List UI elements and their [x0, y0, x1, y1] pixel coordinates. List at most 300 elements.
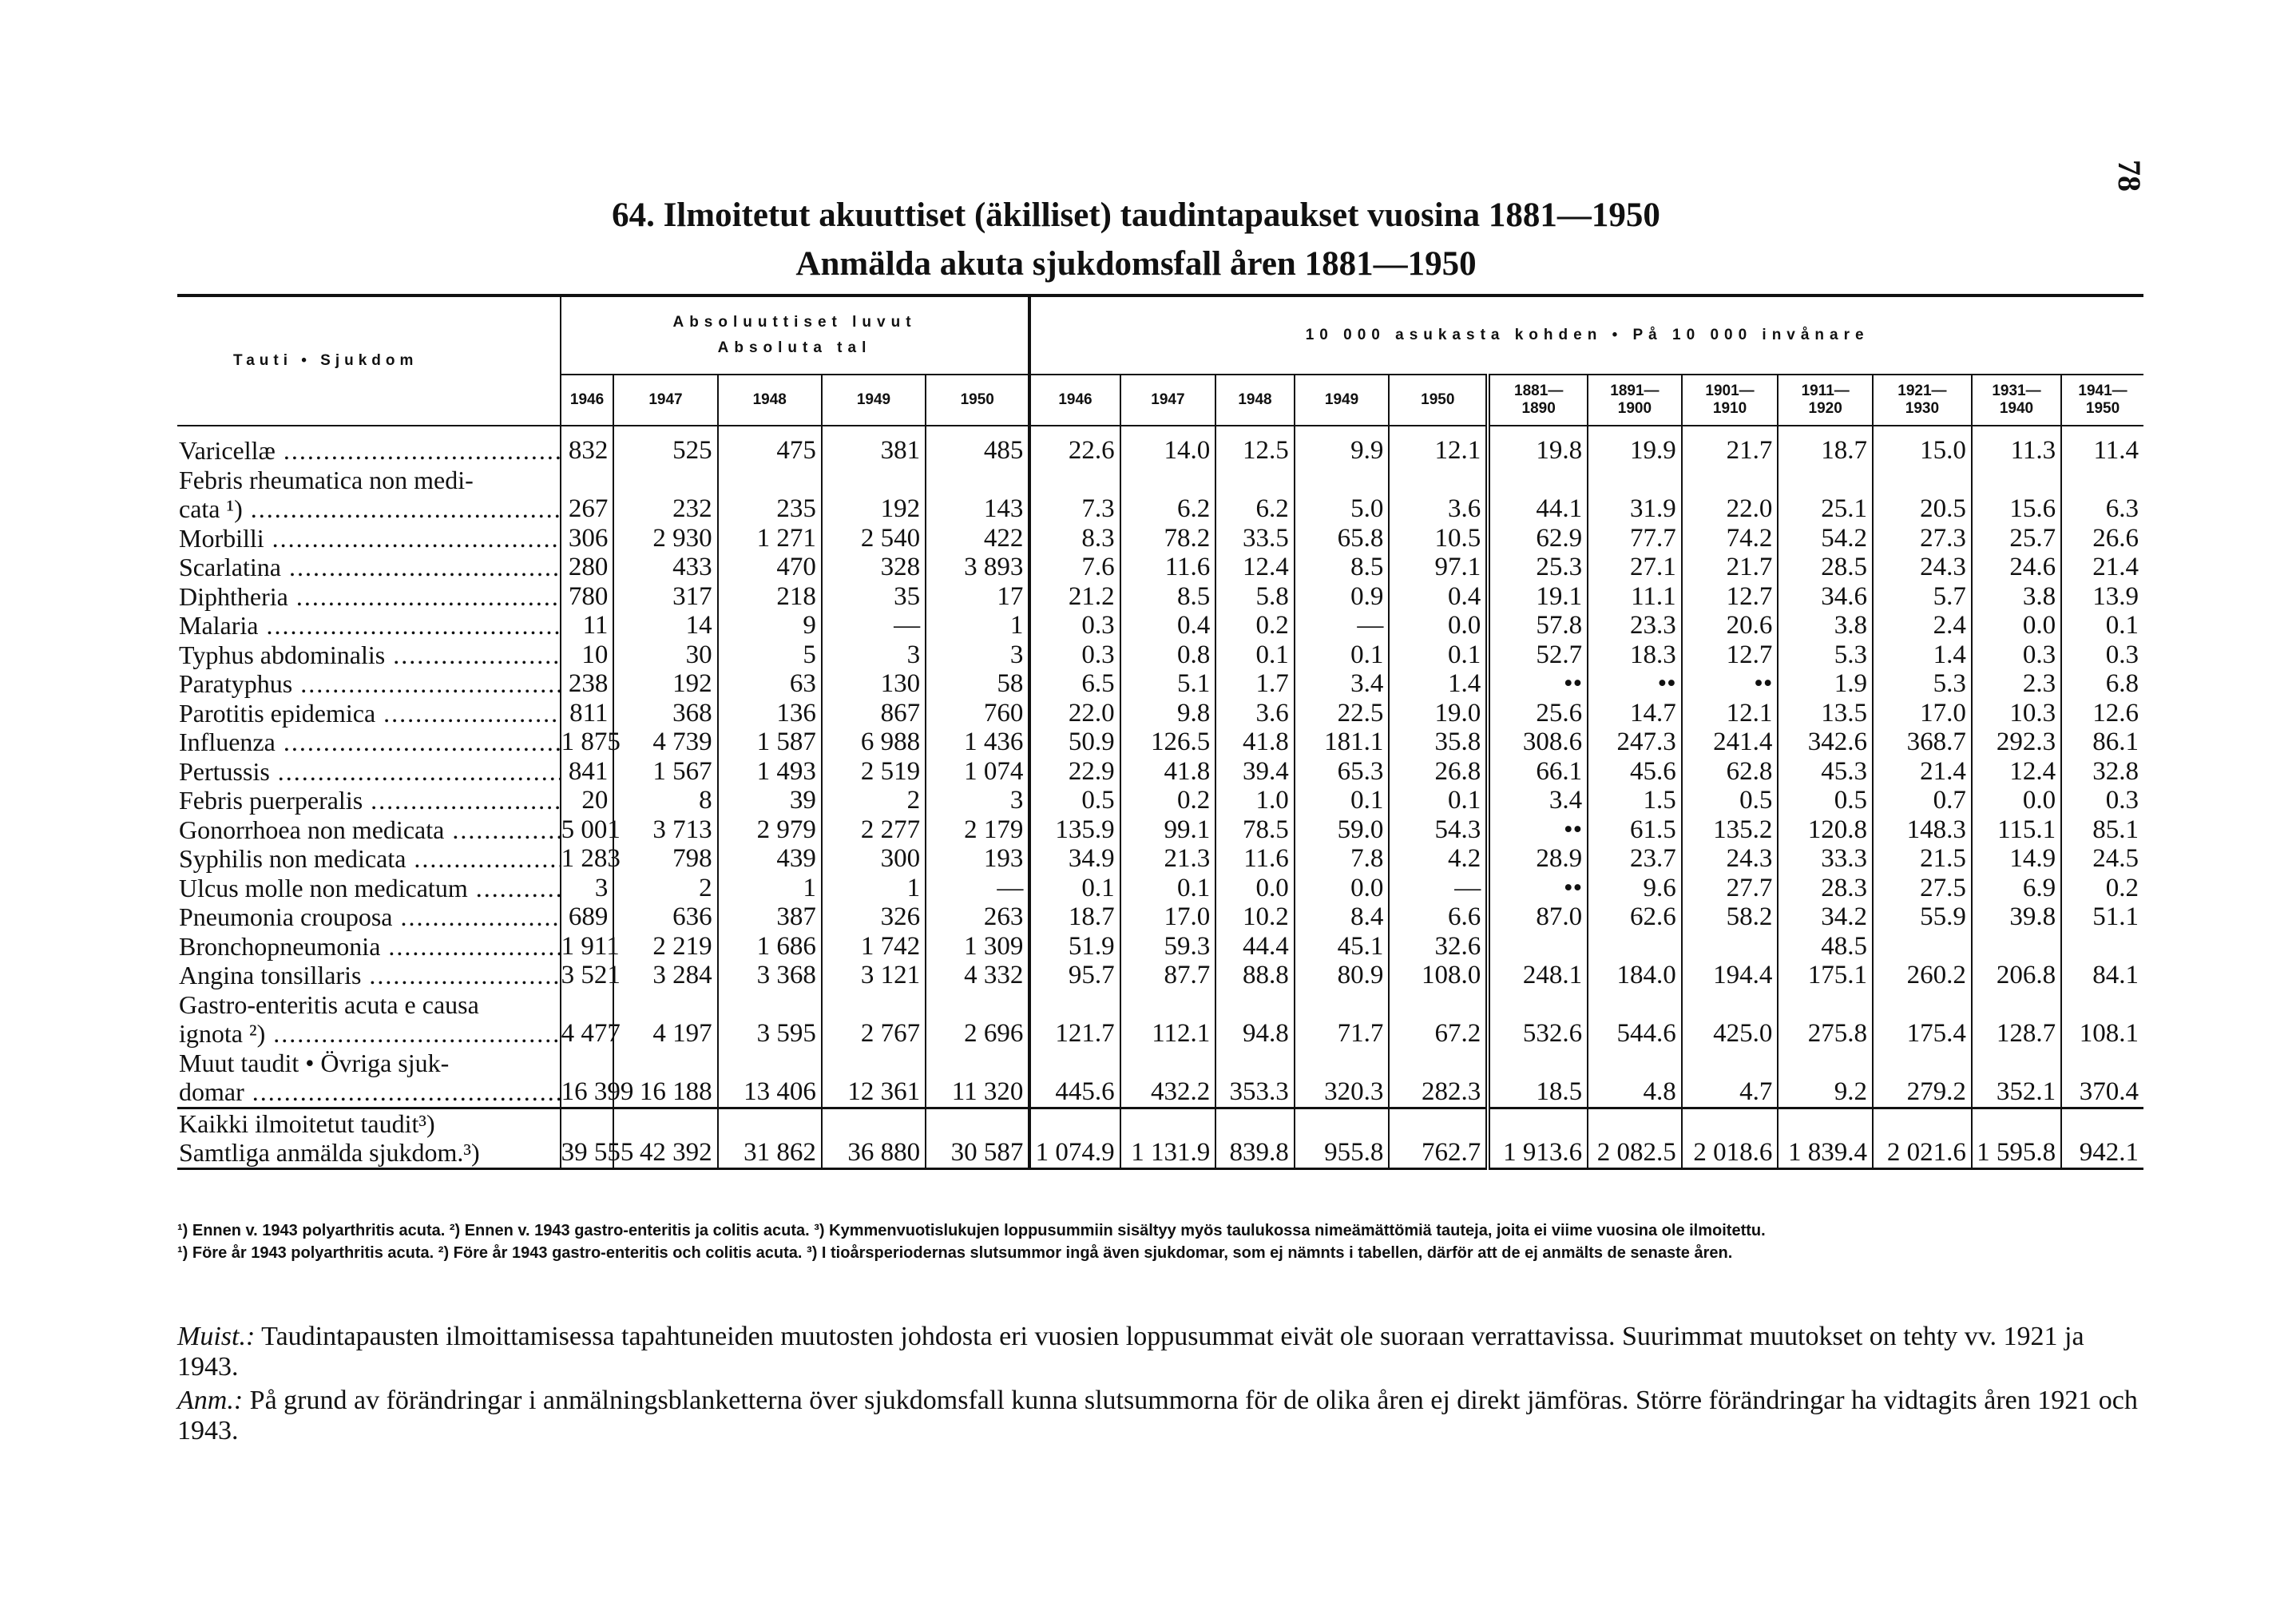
rate-value-cell: 0.4 [1120, 611, 1216, 640]
table-title [0, 196, 2296, 284]
rate-value-cell: 45.1 [1295, 932, 1390, 962]
decade-value-cell: 15.6 [1972, 466, 2061, 524]
decade-value-cell: 20.5 [1873, 466, 1972, 524]
decade-value-cell: 85.1 [2061, 815, 2143, 845]
remark-swedish-text: På grund av förändringar i anmälningsblanketterna över sjukdomsfall kunna slutsummorna för de olika åren ej direkt jämföras. Större förändringar ha vidtagits åren 1921 och 1943. [177, 1386, 2138, 1445]
absolute-value-cell: 3 284 [613, 961, 717, 990]
absolute-value-cell: 267 [561, 466, 614, 524]
table-body [177, 426, 2143, 1168]
rate-value-cell: 181.1 [1295, 728, 1390, 757]
disease-label-text: Morbilli [179, 523, 264, 553]
table-row [177, 611, 2143, 640]
table-row [177, 902, 2143, 932]
absolute-value-cell: 13 406 [718, 1049, 822, 1108]
decade-value-cell: 62.8 [1682, 757, 1779, 787]
absolute-value-cell: 2 767 [822, 990, 926, 1049]
absolute-value-cell: 811 [561, 699, 614, 728]
absolute-value-cell: 35 [822, 582, 926, 612]
rate-year-header: 1948 [1215, 375, 1294, 426]
decade-header: 1921— 1930 [1873, 375, 1972, 426]
rate-value-cell: 353.3 [1215, 1049, 1294, 1108]
table-row [177, 582, 2143, 612]
decade-value-cell: 21.4 [1873, 757, 1972, 787]
decade-value-cell: 9.2 [1778, 1049, 1873, 1108]
decade-value-cell: 51.1 [2061, 902, 2143, 932]
decade-value-cell: 17.0 [1873, 699, 1972, 728]
rate-value-cell: 18.7 [1029, 902, 1120, 932]
absolute-value-cell: 4 477 [561, 990, 614, 1049]
disease-label-line [179, 786, 560, 815]
rate-value-cell: 3.4 [1295, 669, 1390, 699]
decade-value-cell: 425.0 [1682, 990, 1779, 1049]
absolute-value-cell: 3 368 [718, 961, 822, 990]
absolute-value-cell: 3 521 [561, 961, 621, 989]
absolute-value-cell: 387 [718, 902, 822, 932]
table-row [177, 669, 2143, 699]
decade-value-cell: 66.1 [1488, 757, 1588, 787]
title-finnish: 64. Ilmoitetut akuuttiset (äkilliset) taudintapaukset vuosina 1881—1950 [612, 196, 1660, 234]
disease-label [177, 844, 561, 874]
disease-label-text: Muut taudit • Övriga sjuk- [179, 1048, 450, 1077]
absolute-group-header [561, 295, 1030, 375]
table-row [177, 640, 2143, 670]
rate-value-cell: 95.7 [1029, 961, 1120, 990]
decade-value-cell [1873, 932, 1972, 962]
rate-value-cell: 22.6 [1029, 436, 1120, 466]
absolute-value-cell: 1 686 [718, 932, 822, 962]
decade-value-cell: 57.8 [1488, 611, 1588, 640]
decade-value-cell: 6.3 [2061, 466, 2143, 524]
absolute-value-cell: 192 [613, 669, 717, 699]
rate-value-cell: 7.8 [1295, 844, 1390, 874]
disease-label-text: Pneumonia crouposa [179, 902, 393, 931]
decade-value-cell: 279.2 [1873, 1049, 1972, 1108]
rate-year-header: 1950 [1389, 375, 1488, 426]
disease-label-text: domar [179, 1077, 244, 1106]
rate-value-cell: 7.6 [1029, 553, 1120, 582]
rate-value-cell: 12.5 [1215, 436, 1294, 466]
absolute-value-cell: 3 893 [926, 553, 1029, 582]
disease-label [177, 815, 561, 845]
disease-label-line [179, 699, 560, 728]
decade-value-cell: 23.7 [1588, 844, 1682, 874]
decade-value-cell: 23.3 [1588, 611, 1682, 640]
absolute-group-header-sv: Absoluta tal [717, 339, 872, 356]
decade-value-cell: •• [1488, 669, 1588, 699]
absolute-value-cell: 30 [613, 640, 717, 670]
absolute-value-cell: 300 [822, 844, 926, 874]
decade-value-cell: 45.6 [1588, 757, 1682, 787]
absolute-value-cell: 832 [561, 436, 614, 466]
absolute-value-cell: 1 283 [561, 844, 621, 873]
absolute-value-cell: 780 [561, 582, 614, 612]
rate-year-header: 1949 [1295, 375, 1390, 426]
table-row [177, 466, 2143, 524]
absolute-value-cell: 636 [613, 902, 717, 932]
rate-value-cell: 126.5 [1120, 728, 1216, 757]
disease-label [177, 932, 561, 962]
absolute-value-cell: 1 875 [561, 728, 621, 756]
header-row-groups [177, 295, 2143, 375]
rate-value-cell: 78.2 [1120, 524, 1216, 553]
decade-value-cell: 32.8 [2061, 757, 2143, 787]
disease-label-line [179, 844, 560, 874]
absolute-value-cell: 2 179 [926, 815, 1029, 845]
absolute-value-cell: 2 930 [613, 524, 717, 553]
absolute-value-cell: 525 [613, 436, 717, 466]
decade-value-cell: 27.7 [1682, 874, 1779, 903]
absolute-group-header-fi: Absoluuttiset luvut [672, 314, 917, 331]
decade-value-cell: 5.3 [1873, 669, 1972, 699]
rate-value-cell: 432.2 [1120, 1049, 1216, 1108]
absolute-value-cell: 1 911 [561, 931, 620, 961]
disease-label [177, 874, 561, 903]
rate-value-cell: 135.9 [1029, 815, 1120, 845]
rate-value-cell: 59.3 [1120, 932, 1216, 962]
disease-column-header: Tauti • Sjukdom [177, 295, 561, 426]
rate-value-cell: 0.2 [1215, 611, 1294, 640]
disease-label-line [179, 1019, 560, 1049]
decade-value-cell: 21.7 [1682, 436, 1779, 466]
rate-value-cell: 5.1 [1120, 669, 1216, 699]
disease-label-line [179, 932, 560, 962]
rate-value-cell: 0.3 [1029, 640, 1120, 670]
rate-value-cell: 10.5 [1389, 524, 1488, 553]
absolute-value-cell: 14 [613, 611, 717, 640]
spacer-cell [1682, 426, 1779, 436]
rate-value-cell: 1.0 [1215, 786, 1294, 815]
rate-value-cell: 12.4 [1215, 553, 1294, 582]
rate-value-cell: 6.2 [1215, 466, 1294, 524]
absolute-year-header: 1948 [718, 375, 822, 426]
spacer-cell [718, 426, 822, 436]
statistics-table-container [177, 294, 2143, 1170]
rate-value-cell: 0.8 [1120, 640, 1216, 670]
absolute-value-cell: 1 436 [926, 728, 1029, 757]
decade-value-cell: •• [1488, 874, 1588, 903]
decade-value-cell: 13.5 [1778, 699, 1873, 728]
decade-value-cell: 12.7 [1682, 582, 1779, 612]
disease-label-text: Scarlatina [179, 553, 281, 581]
absolute-value-cell: 58 [926, 669, 1029, 699]
absolute-value-cell: 193 [926, 844, 1029, 874]
absolute-value-cell: 328 [822, 553, 926, 582]
decade-value-cell: 184.0 [1588, 961, 1682, 990]
decade-value-cell: 12.1 [1682, 699, 1779, 728]
decade-header: 1881— 1890 [1488, 375, 1588, 426]
absolute-value-cell: 422 [926, 524, 1029, 553]
absolute-value-cell: 136 [718, 699, 822, 728]
absolute-year-header: 1947 [613, 375, 717, 426]
disease-label-text: Typhus abdominalis [179, 640, 386, 669]
decade-value-cell: 10.3 [1972, 699, 2061, 728]
rate-value-cell: 1 131.9 [1120, 1108, 1216, 1168]
disease-label-line [179, 961, 560, 990]
decade-value-cell: 44.1 [1488, 466, 1588, 524]
absolute-value-cell: 433 [613, 553, 717, 582]
rate-value-cell: 1.7 [1215, 669, 1294, 699]
decade-value-cell: 1.9 [1778, 669, 1873, 699]
decade-value-cell: 39.8 [1972, 902, 2061, 932]
decade-value-cell: 148.3 [1873, 815, 1972, 845]
decade-value-cell: 532.6 [1488, 990, 1588, 1049]
absolute-value-cell: 1 742 [822, 932, 926, 962]
rate-value-cell: 39.4 [1215, 757, 1294, 787]
title-swedish: Anmälda akuta sjukdomsfall åren 1881—1950 [795, 245, 1477, 283]
page-number: 78 [2112, 160, 2147, 192]
decade-value-cell: 62.9 [1488, 524, 1588, 553]
footnotes [177, 1222, 2143, 1267]
rate-value-cell: 121.7 [1029, 990, 1120, 1049]
decade-value-cell: 2.3 [1972, 669, 2061, 699]
rate-value-cell: 112.1 [1120, 990, 1216, 1049]
spacer-cell [2061, 426, 2143, 436]
disease-label-line [179, 757, 560, 787]
decade-header: 1941— 1950 [2061, 375, 2143, 426]
decade-value-cell: 58.2 [1682, 902, 1779, 932]
decade-value-cell: 27.3 [1873, 524, 1972, 553]
absolute-value-cell: 263 [926, 902, 1029, 932]
rate-value-cell: — [1389, 874, 1488, 903]
disease-label-line [179, 524, 560, 553]
rate-year-header: 1947 [1120, 375, 1216, 426]
rate-year-header: 1946 [1029, 375, 1120, 426]
decade-header: 1901— 1910 [1682, 375, 1779, 426]
decade-value-cell [1682, 932, 1779, 962]
decade-value-cell: 52.7 [1488, 640, 1588, 670]
rate-value-cell: 6.5 [1029, 669, 1120, 699]
decade-value-cell: 28.5 [1778, 553, 1873, 582]
rate-value-cell: 22.0 [1029, 699, 1120, 728]
decade-value-cell: 86.1 [2061, 728, 2143, 757]
absolute-value-cell: 9 [718, 611, 822, 640]
rate-value-cell: 0.1 [1389, 786, 1488, 815]
spacer-cell [1488, 426, 1588, 436]
decade-value-cell: 19.1 [1488, 582, 1588, 612]
disease-label-line [179, 1138, 560, 1168]
rate-value-cell: 320.3 [1295, 1049, 1390, 1108]
absolute-value-cell: 2 219 [613, 932, 717, 962]
decade-value-cell: 108.1 [2061, 990, 2143, 1049]
rate-value-cell: 99.1 [1120, 815, 1216, 845]
disease-label-text: Kaikki ilmoitetut taudit³) [179, 1108, 435, 1138]
decade-value-cell: 275.8 [1778, 990, 1873, 1049]
decade-value-cell: 19.9 [1588, 436, 1682, 466]
absolute-value-cell: 8 [613, 786, 717, 815]
rate-value-cell: 1.4 [1389, 669, 1488, 699]
rate-value-cell: 11.6 [1215, 844, 1294, 874]
decade-value-cell: 2 082.5 [1588, 1108, 1682, 1168]
rate-value-cell: 19.0 [1389, 699, 1488, 728]
table-row [177, 436, 2143, 466]
table-row [177, 961, 2143, 990]
absolute-year-header: 1950 [926, 375, 1029, 426]
absolute-value-cell: 238 [561, 669, 614, 699]
rate-value-cell: 21.2 [1029, 582, 1120, 612]
disease-label-line [179, 611, 560, 640]
disease-label-text: Pertussis [179, 756, 270, 786]
decade-value-cell [2061, 932, 2143, 962]
rate-value-cell: 33.5 [1215, 524, 1294, 553]
absolute-value-cell: 3 [822, 640, 926, 670]
decade-value-cell: 2.4 [1873, 611, 1972, 640]
table-row [177, 757, 2143, 787]
decade-value-cell: •• [1488, 815, 1588, 845]
total-row [177, 1108, 2143, 1168]
decade-value-cell: 942.1 [2061, 1108, 2143, 1168]
rate-value-cell: 4.2 [1389, 844, 1488, 874]
disease-label-text: cata ¹) [179, 494, 243, 523]
rate-value-cell: 0.1 [1120, 874, 1216, 903]
decade-value-cell: 18.5 [1488, 1049, 1588, 1108]
rate-value-cell: 0.0 [1389, 611, 1488, 640]
disease-label-text: ignota ²) [179, 1019, 266, 1048]
decade-value-cell: 13.9 [2061, 582, 2143, 612]
absolute-value-cell: 1 [926, 611, 1029, 640]
spacer-row [177, 426, 2143, 436]
table-row [177, 786, 2143, 815]
disease-label [177, 902, 561, 932]
decade-value-cell: 3.4 [1488, 786, 1588, 815]
disease-label [177, 728, 561, 757]
disease-label-text: Malaria [179, 611, 259, 640]
absolute-value-cell: 192 [822, 466, 926, 524]
absolute-value-cell: 841 [561, 757, 614, 787]
decade-value-cell: 241.4 [1682, 728, 1779, 757]
spacer-cell [926, 426, 1029, 436]
disease-label [177, 961, 561, 990]
decade-value-cell: 5.3 [1778, 640, 1873, 670]
decade-value-cell: 2 021.6 [1873, 1108, 1972, 1168]
rate-value-cell: 5.8 [1215, 582, 1294, 612]
absolute-value-cell: 39 [718, 786, 822, 815]
rate-value-cell: 22.5 [1295, 699, 1390, 728]
spacer-cell [1295, 426, 1390, 436]
disease-label-text: Ulcus molle non medicatum [179, 873, 468, 902]
absolute-value-cell: 867 [822, 699, 926, 728]
disease-label-text: Influenza [179, 728, 276, 756]
decade-value-cell: 308.6 [1488, 728, 1588, 757]
disease-label-line [179, 436, 560, 466]
decade-value-cell: 11.4 [2061, 436, 2143, 466]
rate-value-cell: 71.7 [1295, 990, 1390, 1049]
absolute-value-cell: 232 [613, 466, 717, 524]
table-row [177, 874, 2143, 903]
decade-value-cell: 4.8 [1588, 1049, 1682, 1108]
disease-label-line [179, 640, 560, 670]
absolute-value-cell: 12 361 [822, 1049, 926, 1108]
footnote-swedish: ¹) Före år 1943 polyarthritis acuta. ²) Före år 1943 gastro-enteritis och colitis acuta. ³) I tioårsperiodernas slutsummor ingå även sjukdomar, som ej nämnts i tabellen, därför att de ej anmälts de senaste åren. [177, 1244, 1733, 1262]
rate-value-cell: 839.8 [1215, 1108, 1294, 1168]
decade-value-cell: 4.7 [1682, 1049, 1779, 1108]
decade-value-cell: 5.7 [1873, 582, 1972, 612]
spacer-cell [1389, 426, 1488, 436]
decade-value-cell [1972, 932, 2061, 962]
decade-value-cell: 22.0 [1682, 466, 1779, 524]
rate-value-cell: 97.1 [1389, 553, 1488, 582]
absolute-value-cell: 20 [561, 786, 614, 815]
rate-value-cell: 955.8 [1295, 1108, 1390, 1168]
absolute-value-cell: — [926, 874, 1029, 903]
decade-value-cell: 25.1 [1778, 466, 1873, 524]
table-row [177, 990, 2143, 1049]
decade-value-cell: 0.3 [2061, 786, 2143, 815]
decade-value-cell: 9.6 [1588, 874, 1682, 903]
decade-value-cell: 33.3 [1778, 844, 1873, 874]
decade-value-cell: 74.2 [1682, 524, 1779, 553]
disease-label-line [179, 1109, 560, 1139]
disease-label-text: Syphilis non medicata [179, 844, 406, 873]
decade-value-cell: 27.1 [1588, 553, 1682, 582]
disease-label-text: Paratyphus [179, 669, 293, 698]
disease-label [177, 582, 561, 612]
footnote-finnish: ¹) Ennen v. 1943 polyarthritis acuta. ²) Ennen v. 1943 gastro-enteritis ja colitis acuta. ³) Kymmenvuotislukujen loppusummiin sisältyy myös taulukossa nimeämättömiä tauteja, joita ei viime vuosina ole ilmoitettu. [177, 1222, 1766, 1239]
rate-value-cell: 11.6 [1120, 553, 1216, 582]
remark-swedish [177, 1386, 2143, 1446]
decade-value-cell: 18.3 [1588, 640, 1682, 670]
disease-label-line [179, 1049, 560, 1078]
rate-value-cell: 1 074.9 [1029, 1108, 1120, 1168]
table-row [177, 553, 2143, 582]
rate-value-cell: 3.6 [1389, 466, 1488, 524]
absolute-year-header: 1946 [561, 375, 614, 426]
remark-finnish-text: Taudintapausten ilmoittamisessa tapahtuneiden muutosten johdosta eri vuosien loppusummat eivät ole suoraan verrattavissa. Suurimmat muutokset on tehty vv. 1921 ja 1943. [177, 1322, 2084, 1382]
remark-finnish-lead: Muist.: [177, 1322, 256, 1351]
decade-value-cell: 20.6 [1682, 611, 1779, 640]
rate-value-cell: 0.2 [1120, 786, 1216, 815]
decade-value-cell: 1 595.8 [1972, 1108, 2061, 1168]
rate-value-cell: 8.3 [1029, 524, 1120, 553]
decade-value-cell: 120.8 [1778, 815, 1873, 845]
rate-value-cell: 8.5 [1295, 553, 1390, 582]
rate-value-cell: 88.8 [1215, 961, 1294, 990]
rate-value-cell: 108.0 [1389, 961, 1488, 990]
absolute-value-cell: 39 555 [561, 1108, 614, 1168]
absolute-value-cell: 475 [718, 436, 822, 466]
absolute-value-cell: 30 587 [926, 1108, 1029, 1168]
absolute-value-cell: 130 [822, 669, 926, 699]
decade-value-cell: 0.0 [1972, 611, 2061, 640]
decade-value-cell: 370.4 [2061, 1049, 2143, 1108]
decade-value-cell: 11.3 [1972, 436, 2061, 466]
disease-label-line [179, 466, 560, 495]
decade-value-cell: 128.7 [1972, 990, 2061, 1049]
absolute-value-cell: 280 [561, 553, 614, 582]
absolute-value-cell: 4 739 [613, 728, 717, 757]
absolute-value-cell: 5 001 [561, 815, 621, 844]
decade-value-cell: 25.6 [1488, 699, 1588, 728]
decade-header: 1891— 1900 [1588, 375, 1682, 426]
decade-value-cell: 2 018.6 [1682, 1108, 1779, 1168]
absolute-value-cell: 317 [613, 582, 717, 612]
absolute-value-cell: 2 540 [822, 524, 926, 553]
rate-value-cell: — [1295, 611, 1390, 640]
decade-value-cell: 342.6 [1778, 728, 1873, 757]
rate-value-cell: 9.9 [1295, 436, 1390, 466]
rate-value-cell: 0.3 [1029, 611, 1120, 640]
table-row [177, 524, 2143, 553]
absolute-value-cell: 470 [718, 553, 822, 582]
absolute-value-cell: 16 399 [561, 1049, 614, 1108]
absolute-value-cell: 2 519 [822, 757, 926, 787]
absolute-value-cell: 1 074 [926, 757, 1029, 787]
decade-value-cell: 21.7 [1682, 553, 1779, 582]
decade-value-cell: 544.6 [1588, 990, 1682, 1049]
decade-value-cell [1488, 932, 1588, 962]
decade-value-cell: 1 913.6 [1488, 1108, 1588, 1168]
spacer-cell [822, 426, 926, 436]
decade-value-cell: 0.7 [1873, 786, 1972, 815]
